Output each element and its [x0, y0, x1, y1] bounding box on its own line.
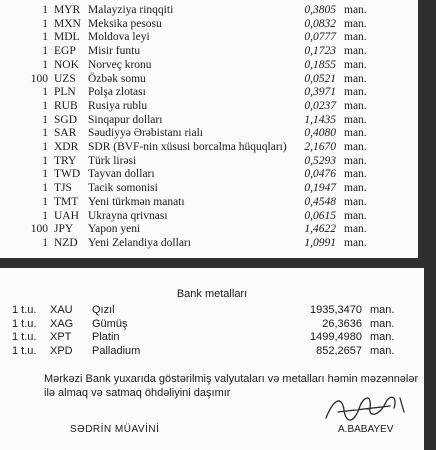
currency-name: Misir funtu — [88, 45, 141, 58]
currency-unit: man. — [344, 58, 367, 71]
currency-unit: man. — [344, 127, 367, 140]
currency-code: TRY — [54, 154, 77, 167]
currency-row — [0, 167, 418, 181]
currency-quantity: 1 — [42, 113, 48, 126]
currency-row — [0, 17, 418, 31]
currency-unit: man. — [344, 86, 367, 99]
currency-name: Yapon yeni — [88, 223, 141, 236]
metal-name: Qızıl — [92, 304, 115, 316]
currency-code: PLN — [54, 86, 76, 99]
currency-rate: 0,0476 — [304, 168, 336, 181]
metal-rate: 852,2657 — [316, 344, 362, 357]
handwritten-signature — [320, 388, 410, 428]
currency-rate: 1,0991 — [304, 236, 336, 249]
currency-row — [0, 58, 418, 72]
currency-quantity: 1 — [42, 58, 48, 71]
currency-code: TMT — [54, 195, 79, 208]
currency-name: Özbək somu — [88, 72, 146, 85]
currency-unit: man. — [344, 72, 367, 85]
currency-quantity: 1 — [42, 45, 48, 58]
currency-quantity: 1 — [42, 236, 48, 249]
currency-unit: man. — [344, 45, 367, 58]
metal-rate: 26,3636 — [322, 317, 362, 330]
currency-name: SDR (BVF-nin xüsusi borcalma hüquqları) — [88, 141, 287, 153]
currency-name: Polşa zlotası — [88, 86, 146, 99]
currency-row — [0, 154, 418, 168]
currency-rate: 0,5293 — [304, 154, 336, 167]
currency-quantity: 1 — [42, 168, 48, 181]
currency-code: NZD — [54, 236, 78, 249]
metal-rate: 1935,3470 — [310, 304, 362, 316]
currency-name: Tacik somonisi — [88, 182, 158, 195]
metal-row — [0, 330, 424, 344]
currency-unit: man. — [344, 168, 367, 181]
currency-code: UZS — [54, 72, 76, 85]
currency-row — [0, 209, 418, 223]
metal-unit: man. — [370, 344, 395, 357]
currency-code: RUB — [54, 99, 78, 112]
currency-row — [0, 140, 418, 154]
currency-quantity: 1 — [42, 99, 48, 112]
currency-code: MDL — [54, 31, 80, 44]
currency-unit: man. — [344, 4, 367, 16]
metal-code: XAG — [50, 317, 74, 330]
currency-quantity: 1 — [42, 209, 48, 222]
currency-rate: 0,1855 — [304, 58, 336, 71]
metal-quantity: 1 t.u. — [12, 317, 37, 330]
currency-rate: 0,4080 — [304, 127, 336, 140]
metal-quantity: 1 t.u. — [12, 331, 37, 343]
currency-code: MXN — [54, 17, 81, 30]
currency-quantity: 100 — [30, 72, 48, 85]
currency-rate: 0,0521 — [304, 72, 336, 85]
currency-code: NOK — [54, 58, 79, 71]
metal-row — [0, 344, 424, 358]
currency-name: Norveç kronu — [88, 58, 152, 71]
currency-row — [0, 222, 418, 236]
currency-quantity: 1 — [42, 4, 48, 16]
currency-code: MYR — [54, 4, 81, 16]
currency-quantity: 1 — [42, 17, 48, 30]
metal-row — [0, 317, 424, 331]
currency-rate: 1,1435 — [304, 113, 336, 126]
currency-rate: 0,0832 — [304, 17, 336, 30]
currency-row — [0, 3, 418, 17]
currency-quantity: 100 — [30, 223, 48, 236]
currency-quantity: 1 — [42, 86, 48, 99]
currency-quantity: 1 — [42, 154, 48, 167]
currency-unit: man. — [344, 209, 367, 222]
currency-quantity: 1 — [42, 31, 48, 44]
currency-name: Meksika pesosu — [88, 17, 162, 30]
currency-code: EGP — [54, 45, 76, 58]
currency-quantity: 1 — [42, 195, 48, 208]
currency-rate: 0,4548 — [304, 195, 336, 208]
metal-unit: man. — [370, 331, 395, 343]
currency-rate: 0,1947 — [304, 182, 336, 195]
disclaimer-note: Mərkəzi Bank yuxarıda göstərilmiş valyutaları və metalları həmin məzənnələr ilə almaq və satmaq öhdəliyini daşımır — [44, 373, 419, 399]
currency-name: Yeni türkmən manatı — [88, 195, 185, 208]
metal-unit: man. — [370, 317, 395, 330]
currency-rate: 1,4622 — [304, 223, 336, 236]
currency-name: Türk lirəsi — [88, 154, 137, 167]
currency-code: TWD — [54, 168, 81, 181]
currency-unit: man. — [344, 113, 367, 126]
currency-rate: 0,3971 — [304, 86, 336, 99]
currency-code: SAR — [54, 127, 77, 140]
metal-rate: 1499,4980 — [310, 331, 362, 343]
currency-code: XDR — [54, 141, 79, 153]
currency-row — [0, 99, 418, 113]
metal-code: XPT — [50, 331, 72, 343]
metal-code: XAU — [50, 304, 73, 316]
currency-unit: man. — [344, 182, 367, 195]
currency-row — [0, 72, 418, 86]
currency-row — [0, 85, 418, 99]
currency-row — [0, 236, 418, 250]
currency-code: SGD — [54, 113, 78, 126]
currency-unit: man. — [344, 17, 367, 30]
currency-row — [0, 30, 418, 44]
currency-rate: 0,0237 — [304, 99, 336, 112]
metal-row — [0, 303, 424, 317]
metal-name: Platin — [92, 331, 120, 343]
currency-quantity: 1 — [42, 127, 48, 140]
currency-unit: man. — [344, 195, 367, 208]
currency-code: TJS — [54, 182, 72, 195]
signatory-title: SƏDRİN MÜAVİNİ — [70, 424, 160, 435]
currency-name: Yeni Zelandiya dolları — [88, 236, 191, 249]
metal-quantity: 1 t.u. — [12, 344, 37, 357]
bank-metals-title: Bank metalları — [176, 288, 248, 300]
currency-code: UAH — [54, 209, 79, 222]
currency-row — [0, 181, 418, 195]
currency-row — [0, 113, 418, 127]
currency-row — [0, 126, 418, 140]
currency-rate: 0,0615 — [304, 209, 336, 222]
currency-code: JPY — [54, 223, 74, 236]
currency-unit: man. — [344, 31, 367, 44]
currency-quantity: 1 — [42, 182, 48, 195]
currency-name: Sinqapur dolları — [88, 113, 163, 126]
currency-name: Tayvan dolları — [88, 168, 155, 181]
currency-rate: 2,1670 — [304, 141, 336, 153]
currency-unit: man. — [344, 223, 367, 236]
currency-name: Səudiyyə Ərəbistanı rialı — [88, 127, 203, 140]
currency-unit: man. — [344, 141, 367, 153]
currency-name: Rusiya rublu — [88, 99, 148, 112]
currency-name: Moldova leyi — [88, 31, 150, 44]
metal-name: Gümüş — [92, 317, 128, 330]
currency-name: Malayziya rinqqiti — [88, 4, 174, 16]
currency-unit: man. — [344, 99, 367, 112]
currency-rate: 0,3805 — [304, 4, 336, 16]
metal-quantity: 1 t.u. — [12, 304, 37, 316]
metal-name: Palladium — [92, 344, 141, 357]
currency-rate: 0,0777 — [304, 31, 336, 44]
currency-row — [0, 44, 418, 58]
currency-rate: 0,1723 — [304, 45, 336, 58]
metal-unit: man. — [370, 304, 395, 316]
metal-code: XPD — [50, 344, 73, 357]
currency-name: Ukrayna qrivnası — [88, 209, 168, 222]
signatory-name: A.BABAYEV — [338, 424, 394, 435]
currency-row — [0, 195, 418, 209]
currency-unit: man. — [344, 154, 367, 167]
currency-unit: man. — [344, 236, 367, 249]
currency-quantity: 1 — [42, 141, 48, 153]
